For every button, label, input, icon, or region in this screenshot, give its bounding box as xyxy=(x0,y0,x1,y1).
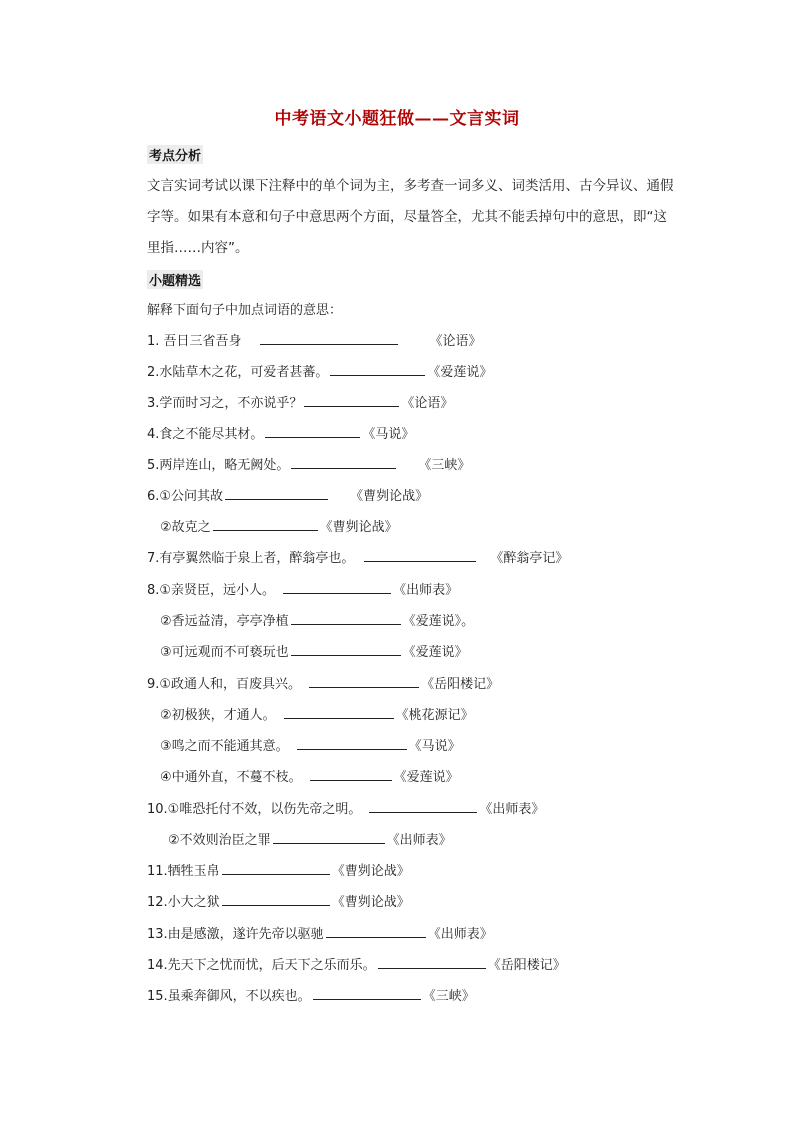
source-label: 《曹刿论战》 xyxy=(319,520,398,535)
question-item xyxy=(160,705,474,725)
question-text: 9.①政通人和，百废具兴。 xyxy=(147,677,302,692)
question-item xyxy=(147,331,482,351)
question-text: 13.由是感激，遂许先帝以驱驰 xyxy=(147,927,324,942)
instruction-text: 解释下面句子中加点词语的意思： xyxy=(147,303,343,318)
question-item xyxy=(160,642,468,662)
source-label: 《曹刿论战》 xyxy=(350,489,429,504)
answer-blank[interactable] xyxy=(304,393,399,407)
answer-blank[interactable] xyxy=(326,924,426,938)
question-text: 8.①亲贤臣，远小人。 xyxy=(147,583,276,598)
answer-blank[interactable] xyxy=(260,331,398,345)
source-label: 《出师表》 xyxy=(427,927,493,942)
source-label: 《出师表》 xyxy=(479,802,545,817)
source-label: 《曹刿论战》 xyxy=(331,895,410,910)
practice-heading: 小题精选 xyxy=(147,270,203,289)
question-text: 6.①公问其故 xyxy=(147,489,224,504)
question-text: ②初极狭，才通人。 xyxy=(160,708,276,723)
source-label: 《爱莲说》 xyxy=(427,365,493,380)
answer-blank[interactable] xyxy=(291,611,401,625)
source-label: 《论语》 xyxy=(401,396,454,411)
source-label: 《醉翁亭记》 xyxy=(490,551,569,566)
question-text: 3.学而时习之，不亦说乎？ xyxy=(147,396,303,411)
source-label: 《爱莲说》 xyxy=(402,645,468,660)
answer-blank[interactable] xyxy=(309,674,419,688)
answer-blank[interactable] xyxy=(222,892,330,906)
question-item xyxy=(147,424,414,444)
question-item xyxy=(160,767,459,787)
question-text: ②香远益清，亭亭净植 xyxy=(160,614,289,629)
question-item xyxy=(147,393,453,413)
answer-blank[interactable] xyxy=(213,517,318,531)
source-label: 《岳阳楼记》 xyxy=(487,958,566,973)
answer-blank[interactable] xyxy=(284,705,394,719)
answer-blank[interactable] xyxy=(291,455,396,469)
question-text: 2.水陆草木之花，可爱者甚蕃。 xyxy=(147,365,329,380)
question-text: 14.先天下之忧而忧，后天下之乐而乐。 xyxy=(147,958,376,973)
question-item xyxy=(147,674,499,694)
question-item xyxy=(160,611,474,631)
question-item xyxy=(147,861,410,881)
question-item xyxy=(147,955,566,975)
answer-blank[interactable] xyxy=(364,548,476,562)
question-item xyxy=(147,924,493,944)
question-text: ④中通外直，不蔓不枝。 xyxy=(160,770,302,785)
answer-blank[interactable] xyxy=(273,830,385,844)
answer-blank[interactable] xyxy=(330,362,425,376)
question-item xyxy=(147,486,428,506)
question-item xyxy=(160,736,461,756)
answer-blank[interactable] xyxy=(222,861,330,875)
answer-blank[interactable] xyxy=(283,580,391,594)
question-text: 11.牺牲玉帛 xyxy=(147,864,220,879)
question-item xyxy=(160,517,398,537)
question-text: ②不效则治臣之罪 xyxy=(168,833,271,848)
question-text: ③鸣之而不能通其意。 xyxy=(160,739,289,754)
question-item xyxy=(147,548,568,568)
source-label: 《曹刿论战》 xyxy=(331,864,410,879)
question-text: 12.小大之狱 xyxy=(147,895,220,910)
answer-blank[interactable] xyxy=(313,986,421,1000)
answer-blank[interactable] xyxy=(265,424,360,438)
source-label: 《三峡》 xyxy=(418,458,471,473)
question-text: 5.两岸连山，略无阙处。 xyxy=(147,458,290,473)
question-item xyxy=(147,362,492,382)
source-label: 《爱莲说》 xyxy=(393,770,459,785)
answer-blank[interactable] xyxy=(225,486,328,500)
question-text: 15.虽乘奔御风，不以疾也。 xyxy=(147,989,311,1004)
source-label: 《爱莲说》。 xyxy=(402,614,475,629)
source-label: 《岳阳楼记》 xyxy=(421,677,500,692)
answer-blank[interactable] xyxy=(378,955,486,969)
source-label: 《出师表》 xyxy=(386,833,452,848)
question-item xyxy=(147,580,458,600)
answer-blank[interactable] xyxy=(291,642,401,656)
answer-blank[interactable] xyxy=(310,767,392,781)
question-item xyxy=(147,986,475,1006)
source-label: 《马说》 xyxy=(362,427,415,442)
answer-blank[interactable] xyxy=(297,736,407,750)
question-item xyxy=(147,799,544,819)
analysis-heading: 考点分析 xyxy=(147,145,203,164)
source-label: 《论语》 xyxy=(429,334,482,349)
source-label: 《三峡》 xyxy=(422,989,475,1004)
analysis-paragraph: 文言实词考试以课下注释中的单个词为主，多考查一词多义、词类活用、古今异议、通假字等。如果有本意和句子中意思两个方面，尽量答全，尤其不能丢掉句中的意思，即“这里指……内容”。 xyxy=(147,178,674,256)
question-text: 7.有亭翼然临于泉上者，醉翁亭也。 xyxy=(147,551,355,566)
question-item xyxy=(168,830,452,850)
question-text: ③可远观而不可亵玩也 xyxy=(160,645,289,660)
question-text: 10.①唯恐托付不效，以伤先帝之明。 xyxy=(147,802,362,817)
answer-blank[interactable] xyxy=(369,799,477,813)
question-text: 4.食之不能尽其材。 xyxy=(147,427,264,442)
question-text: 1. 吾日三省吾身 xyxy=(147,334,242,349)
question-text: ②故克之 xyxy=(160,520,211,535)
source-label: 《出师表》 xyxy=(393,583,459,598)
source-label: 《桃花源记》 xyxy=(395,708,474,723)
source-label: 《马说》 xyxy=(408,739,461,754)
question-item xyxy=(147,455,470,475)
question-item xyxy=(147,892,410,912)
page-title: 中考语文小题狂做——文言实词 xyxy=(274,109,520,129)
